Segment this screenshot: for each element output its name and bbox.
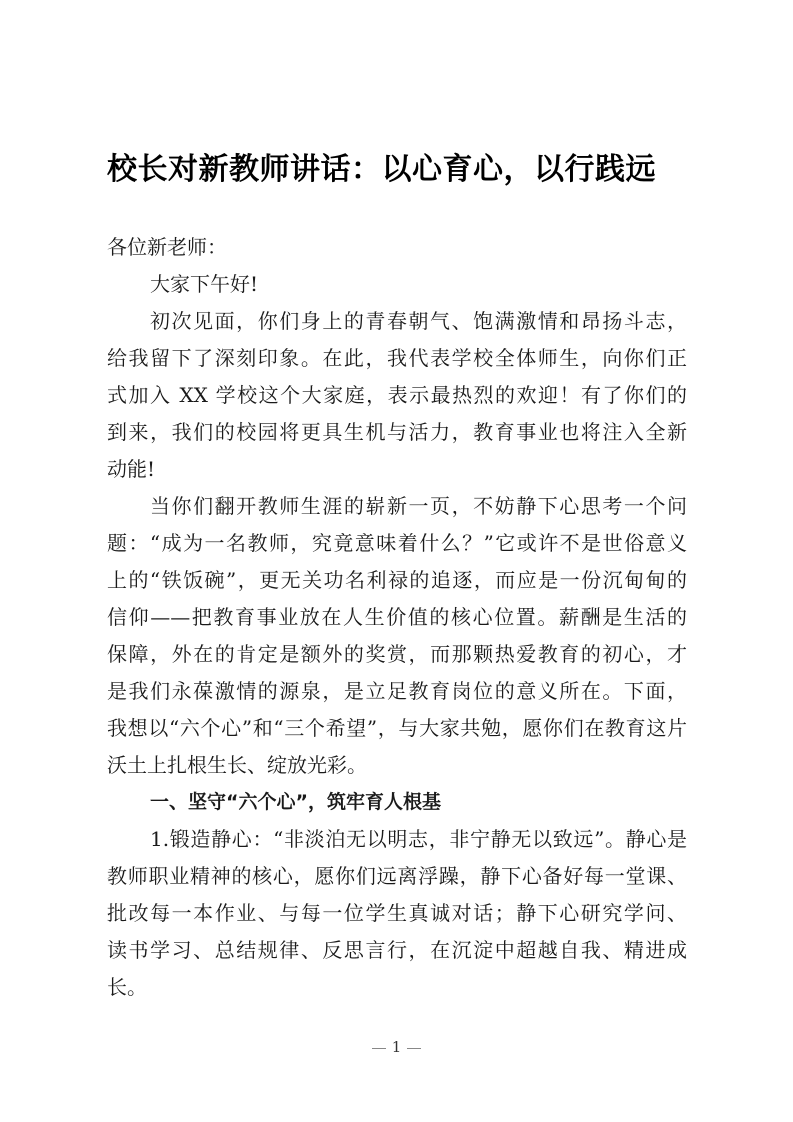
dash-right: [407, 1048, 421, 1049]
page-number: 1: [391, 1038, 402, 1056]
paragraph-line: 动能!: [107, 457, 156, 481]
section-heading: 一、坚守“六个心”，筑牢育人根基: [150, 791, 441, 813]
paragraph-line: 1.锻造静心：“非淡泊无以明志，非宁静无以致远”。静心是: [150, 827, 687, 851]
paragraph-line: 题：“成为一名教师，究竟意味着什么？”它或许不是世俗意义: [107, 531, 687, 555]
paragraph-line: 到来，我们的校园将更具生机与活力，教育事业也将注入全新: [107, 420, 687, 444]
dash-left: [372, 1048, 386, 1049]
greeting: 大家下午好!: [150, 272, 259, 296]
paragraph-line: 信仰——把教育事业放在人生价值的核心位置。薪酬是生活的: [107, 605, 687, 629]
paragraph-line: 上的“铁饭碗”，更无关功名利禄的追逐，而应是一份沉甸甸的: [107, 568, 687, 592]
paragraph-line: 教师职业精神的核心，愿你们远离浮躁，静下心备好每一堂课、: [107, 864, 687, 888]
paragraph-line: 读书学习、总结规律、反思言行，在沉淀中超越自我、精进成: [107, 938, 687, 962]
paragraph-line: 给我留下了深刻印象。在此，我代表学校全体师生，向你们正: [107, 346, 687, 370]
paragraph-line: 当你们翻开教师生涯的崭新一页，不妨静下心思考一个问: [150, 494, 687, 518]
paragraph-line: 初次见面，你们身上的青春朝气、饱满激情和昂扬斗志，: [150, 309, 687, 333]
paragraph-line: 沃土上扎根生长、绽放光彩。: [107, 753, 367, 777]
paragraph-line: 批改每一本作业、与每一位学生真诚对话；静下心研究学问、: [107, 901, 687, 925]
paragraph-line: 长。: [107, 975, 147, 999]
paragraph-line: 保障，外在的肯定是额外的奖赏，而那颗热爱教育的初心，才: [107, 642, 687, 666]
document-title: 校长对新教师讲话：以心育心，以行践远: [107, 152, 656, 187]
paragraph-line: 是我们永葆激情的源泉，是立足教育岗位的意义所在。下面，: [107, 679, 687, 703]
paragraph-line: 式加入 XX 学校这个大家庭，表示最热烈的欢迎！有了你们的: [107, 383, 687, 407]
paragraph-line: 我想以“六个心”和“三个希望”，与大家共勉，愿你们在教育这片: [107, 716, 687, 740]
salutation: 各位新老师：: [107, 235, 227, 259]
page-number-footer: [0, 1035, 793, 1059]
